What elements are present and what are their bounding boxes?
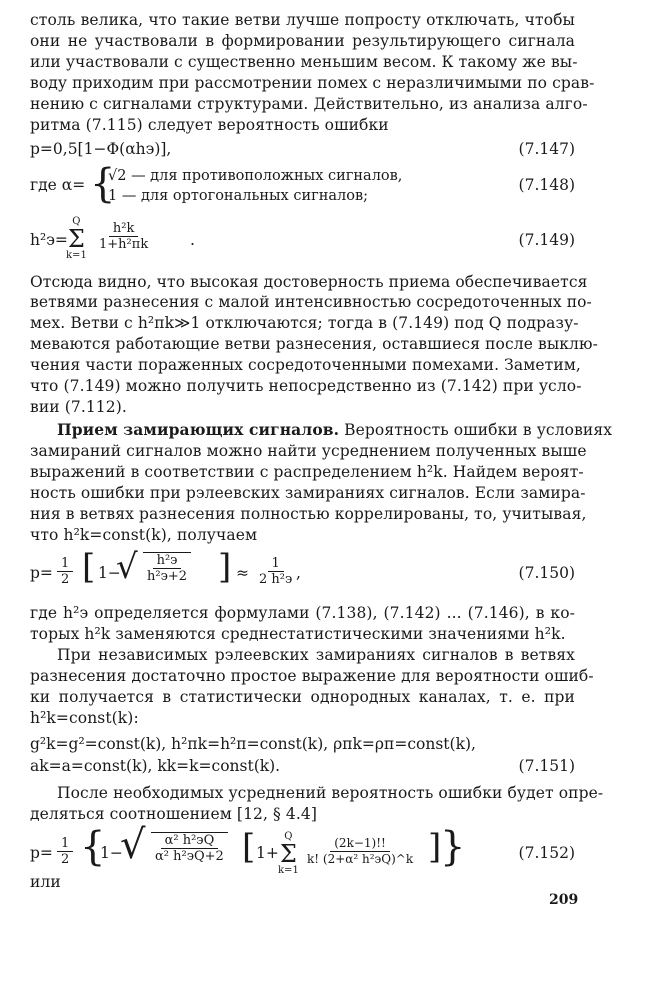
fraction (255, 556, 296, 587)
fraction (151, 832, 228, 864)
equation-number: (7.150) (518, 564, 575, 582)
equation-tail: , (296, 564, 301, 582)
text-line: выражений в соответствии с распределением h²k. Найдем вероят- (30, 463, 584, 481)
text-line: ки получается в статистически однородных каналах, т. е. при (30, 688, 575, 706)
sum-sign (66, 217, 87, 261)
text-line: ния в ветвях разнесения полностью коррелированы, то, учитывая, (30, 505, 587, 523)
text-line: мех. Ветви с h²пk≫1 отключаются; тогда в (7.149) под Q подразу- (30, 314, 579, 332)
equation-number: (7.149) (518, 231, 575, 249)
text-line: чения части пораженных сосредоточенными помехами. Заметим, (30, 356, 581, 374)
fraction (95, 221, 152, 252)
text-line: После необходимых усреднений вероятность ошибки будет опре- (57, 784, 604, 802)
equation-lhs: p= (30, 844, 53, 862)
equation-number: (7.148) (518, 176, 575, 194)
text-line: деляться соотношением [12, § 4.4] (30, 805, 318, 823)
denominator: h²э+2 (147, 569, 188, 584)
numerator: h²k (109, 221, 138, 237)
text-line: они не участвовали в формировании результирующего сигнала (30, 32, 575, 50)
equation-part: 1− (98, 564, 121, 582)
equation-number: (7.152) (518, 844, 575, 862)
fraction-half (57, 556, 73, 587)
equation-7-151 (30, 735, 575, 779)
equation-case: 1 — для ортогональных сигналов; (108, 188, 369, 204)
equation-7-148 (30, 161, 575, 210)
equation-case: √2 — для противоположных сигналов, (108, 168, 403, 184)
brace-icon: { (90, 161, 116, 207)
sum-sign (278, 832, 299, 876)
sum-upper: Q (284, 831, 293, 842)
sum-lower: k=1 (278, 865, 299, 876)
equation-number: (7.151) (518, 757, 575, 775)
text-line: h²k=const(k): (30, 709, 139, 727)
equation-7-150 (30, 547, 575, 600)
denominator: α² h²эQ+2 (155, 849, 224, 864)
equation-lhs: p= (30, 564, 53, 582)
equation-part: 1− (100, 844, 123, 862)
fraction (303, 836, 417, 867)
section-heading: Прием замирающих сигналов. (57, 420, 340, 439)
equation-line: g²k=g²=const(k), h²пk=h²п=const(k), ρпk=ρп=const(k), (30, 735, 476, 753)
denominator: 2 (61, 852, 70, 867)
equation-body: p=0,5[1−Φ(αhэ)], (30, 140, 172, 158)
numerator: 1 (57, 836, 73, 852)
equation-7-149 (30, 215, 575, 267)
numerator: 1 (268, 556, 284, 572)
text-line: или участвовали с существенно меньшим весом. К такому же вы- (30, 53, 578, 71)
text-line: ветвями разнесения с малой интенсивностью сосредоточенных по- (30, 293, 592, 311)
text-line: ритма (7.115) следует вероятность ошибки (30, 116, 389, 134)
fraction (143, 552, 191, 584)
text-line: меваются работающие ветви разнесения, оставшиеся после выклю- (30, 335, 598, 353)
bracket-icon: ] (218, 547, 232, 587)
bracket-icon: ] (428, 827, 442, 867)
text-line: воду приходим при рассмотрении помех с неразличимыми по срав- (30, 74, 595, 92)
text-line: где h²э определяется формулами (7.138), (7.142) ... (7.146), в ко- (30, 604, 575, 622)
text-line: что (7.149) можно получить непосредственно из (7.142) при усло- (30, 377, 582, 395)
denominator: 2 h²э (259, 572, 293, 587)
numerator: α² h²эQ (161, 833, 219, 849)
text-line: или (30, 873, 61, 891)
equation-tail: . (190, 231, 195, 249)
equation-lhs: h²э= (30, 231, 68, 249)
denominator: 2 (61, 572, 70, 587)
page-number: 209 (549, 892, 579, 908)
text-line: столь велика, что такие ветви лучше попросту отключать, чтобы (30, 11, 575, 29)
equation-7-147 (30, 140, 575, 162)
sigma-icon: Σ (67, 225, 85, 253)
numerator: 1 (57, 556, 73, 572)
text-line: торых h²k заменяются среднестатистическими значениями h²k. (30, 625, 566, 643)
text-line: При независимых рэлеевских замираниях сигналов в ветвях (57, 646, 575, 664)
brace-icon: } (440, 824, 466, 870)
sigma-icon: Σ (279, 840, 297, 868)
denominator: k! (2+α² h²эQ)^k (307, 852, 414, 866)
text-line: ность ошибки при рэлеевских замираниях сигналов. Если замира- (30, 484, 586, 502)
approx-sign: ≈ (236, 564, 249, 582)
sqrt-icon: √ (116, 547, 138, 587)
sum-lower: k=1 (66, 250, 87, 261)
text-line: замираний сигналов можно найти усреднением полученных выше (30, 442, 587, 460)
numerator: (2k−1)!! (330, 836, 390, 852)
equation-number: (7.147) (518, 140, 575, 158)
text-line: что h²k=const(k), получаем (30, 526, 258, 544)
equation-part: 1+ (256, 844, 279, 862)
text-run: Вероятность ошибки в условиях (339, 421, 613, 439)
text-line: разнесения достаточно простое выражение для вероятности ошиб- (30, 667, 594, 685)
sum-upper: Q (72, 216, 81, 227)
section-line (57, 420, 613, 440)
equation-line: ak=a=const(k), kk=k=const(k). (30, 757, 281, 775)
numerator: h²э (153, 553, 182, 569)
brace-icon: { (80, 824, 106, 870)
bracket-icon: [ (82, 547, 96, 587)
text-line: нению с сигналами структурами. Действительно, из анализа алго- (30, 95, 588, 113)
fraction-half (57, 836, 73, 867)
denominator: 1+h²пk (99, 237, 149, 252)
text-line: вии (7.112). (30, 398, 127, 416)
bracket-icon: [ (242, 827, 256, 867)
equation-prefix: где α= (30, 176, 86, 194)
sqrt-icon: √ (120, 822, 146, 868)
text-line: Отсюда видно, что высокая достоверность приема обеспечивается (30, 273, 588, 291)
